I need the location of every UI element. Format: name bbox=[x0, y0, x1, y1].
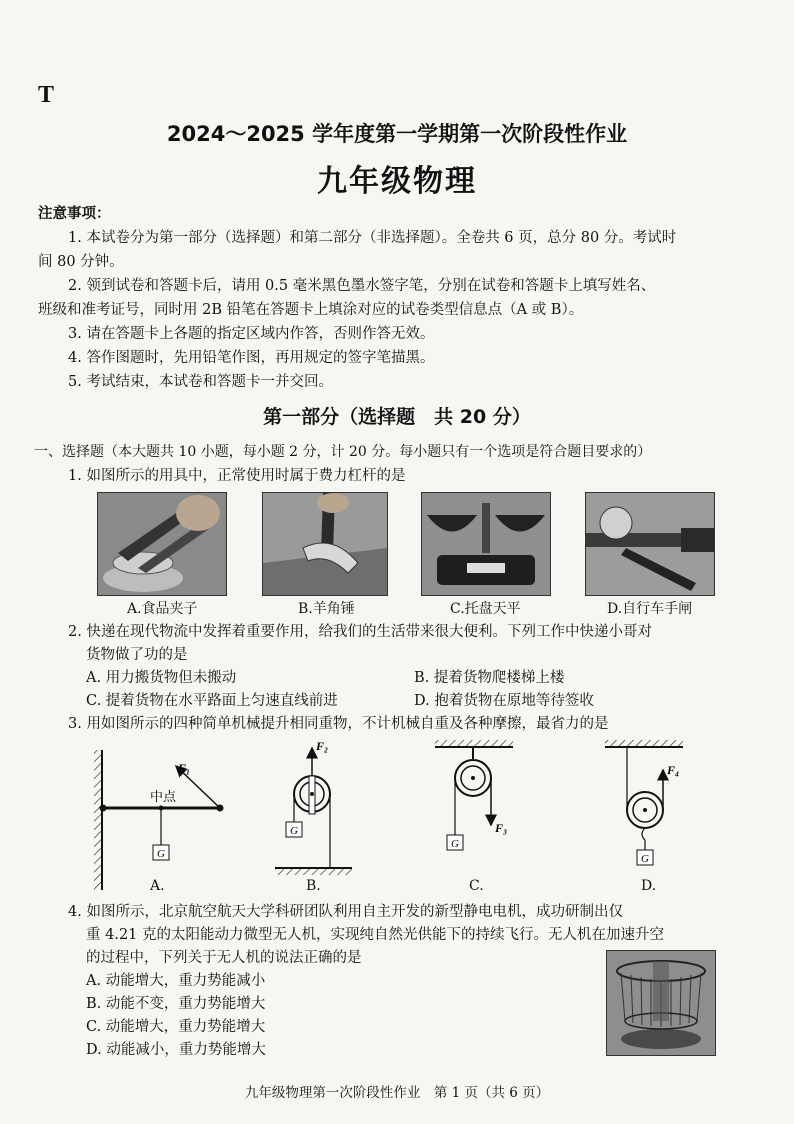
q1-caption-c: C.托盘天平 bbox=[450, 601, 521, 617]
q4-option-c: C. 动能增大，重力势能增大 bbox=[86, 1019, 266, 1035]
q1-caption-b: B.羊角锤 bbox=[298, 601, 355, 617]
bike-brake-icon bbox=[586, 493, 714, 595]
subject-title: 九年级物理 bbox=[317, 164, 477, 199]
q2-stem: 货物做了功的是 bbox=[86, 647, 188, 663]
q3-weight-d: G bbox=[641, 853, 649, 865]
q3-pulley-d bbox=[605, 740, 683, 865]
q3-stem: 3. 用如图所示的四种简单机械提升相同重物，不计机械自重及各种摩擦，最省力的是 bbox=[68, 716, 609, 732]
exam-title: 2024～2025 学年度第一学期第一次阶段性作业 bbox=[166, 122, 628, 146]
note-item: 3. 请在答题卡上各题的指定区域内作答，否则作答无效。 bbox=[68, 326, 435, 342]
page-footer: 九年级物理第一次阶段性作业 第 1 页（共 6 页） bbox=[244, 1085, 550, 1101]
q4-option-d: D. 动能减小，重力势能增大 bbox=[86, 1042, 266, 1058]
q4-stem: 4. 如图所示，北京航空航天大学科研团队利用自主开发的新型静电电机，成功研制出仅 bbox=[68, 904, 623, 920]
q3-weight-b: G bbox=[290, 825, 298, 837]
part1-title: 第一部分（选择题 共 20 分） bbox=[263, 406, 531, 428]
q1-photo-balance bbox=[421, 492, 551, 596]
notes-heading: 注意事项： bbox=[38, 206, 111, 222]
balance-scale-icon bbox=[422, 493, 550, 595]
note-item: 4. 答作图题时，先用铅笔作图，再用规定的签字笔描黑。 bbox=[68, 350, 435, 366]
q4-option-b: B. 动能不变，重力势能增大 bbox=[86, 996, 266, 1012]
q3-force-f1: F₁ bbox=[178, 761, 191, 775]
q3-weight-a: G bbox=[157, 848, 165, 860]
q1-photo-bike-brake bbox=[585, 492, 715, 596]
note-item: 5. 考试结束，本试卷和答题卡一并交回。 bbox=[68, 374, 333, 390]
food-tongs-icon bbox=[98, 493, 226, 595]
q2-option-a: A. 用力搬货物但未搬动 bbox=[86, 670, 237, 686]
q4-option-a: A. 动能增大，重力势能减小 bbox=[86, 973, 266, 989]
q3-caption-c: C. bbox=[469, 878, 484, 894]
q4-stem: 的过程中，下列关于无人机的说法正确的是 bbox=[86, 950, 362, 966]
q3-lever-a bbox=[94, 750, 224, 890]
q2-option-b: B. 提着货物爬楼梯上楼 bbox=[414, 670, 565, 686]
q3-diagram bbox=[90, 740, 730, 900]
q4-photo-drone bbox=[606, 950, 716, 1056]
q3-weight-c: G bbox=[451, 838, 459, 850]
paper-type-mark: T bbox=[38, 82, 55, 108]
q3-caption-a: A. bbox=[150, 878, 165, 894]
note-item: 2. 领到试卷和答题卡后，请用 0.5 毫米黑色墨水签字笔，分别在试卷和答题卡上填写姓名、 bbox=[68, 278, 656, 294]
micro-drone-icon bbox=[607, 951, 715, 1055]
note-item: 间 80 分钟。 bbox=[38, 254, 124, 270]
q2-option-d: D. 抱着货物在原地等待签收 bbox=[414, 693, 594, 709]
q3-midpoint-label: 中点 bbox=[150, 789, 177, 804]
q3-force-f4: F₄ bbox=[667, 763, 680, 777]
q3-caption-d: D. bbox=[641, 878, 657, 894]
q1-stem: 1. 如图所示的用具中，正常使用时属于费力杠杆的是 bbox=[68, 468, 406, 484]
q3-force-f2: F₂ bbox=[316, 740, 329, 753]
q2-stem: 2. 快递在现代物流中发挥着重要作用，给我们的生活带来很大便利。下列工作中快递小哥对 bbox=[68, 624, 652, 640]
q1-photo-claw-hammer bbox=[262, 492, 388, 596]
q1-photo-food-tongs bbox=[97, 492, 227, 596]
q2-option-c: C. 提着货物在水平路面上匀速直线前进 bbox=[86, 693, 338, 709]
note-item: 1. 本试卷分为第一部分（选择题）和第二部分（非选择题）。全卷共 6 页，总分 80 分。考试时 bbox=[68, 230, 677, 246]
claw-hammer-icon bbox=[263, 493, 387, 595]
q3-caption-b: B. bbox=[306, 878, 321, 894]
note-item: 班级和准考证号，同时用 2B 铅笔在答题卡上填涂对应的试卷类型信息点（A 或 B）。 bbox=[38, 302, 584, 318]
q1-caption-a: A.食品夹子 bbox=[127, 601, 198, 617]
q3-pulley-b bbox=[275, 748, 352, 875]
q3-force-f3: F₃ bbox=[495, 821, 508, 835]
q4-stem: 重 4.21 克的太阳能动力微型无人机，实现纯自然光供能下的持续飞行。无人机在加速升空 bbox=[86, 927, 664, 943]
q1-caption-d: D.自行车手闸 bbox=[607, 601, 693, 617]
section1-intro: 一、选择题（本大题共 10 小题，每小题 2 分，计 20 分。每小题只有一个选项是符合题目要求的） bbox=[34, 444, 652, 460]
